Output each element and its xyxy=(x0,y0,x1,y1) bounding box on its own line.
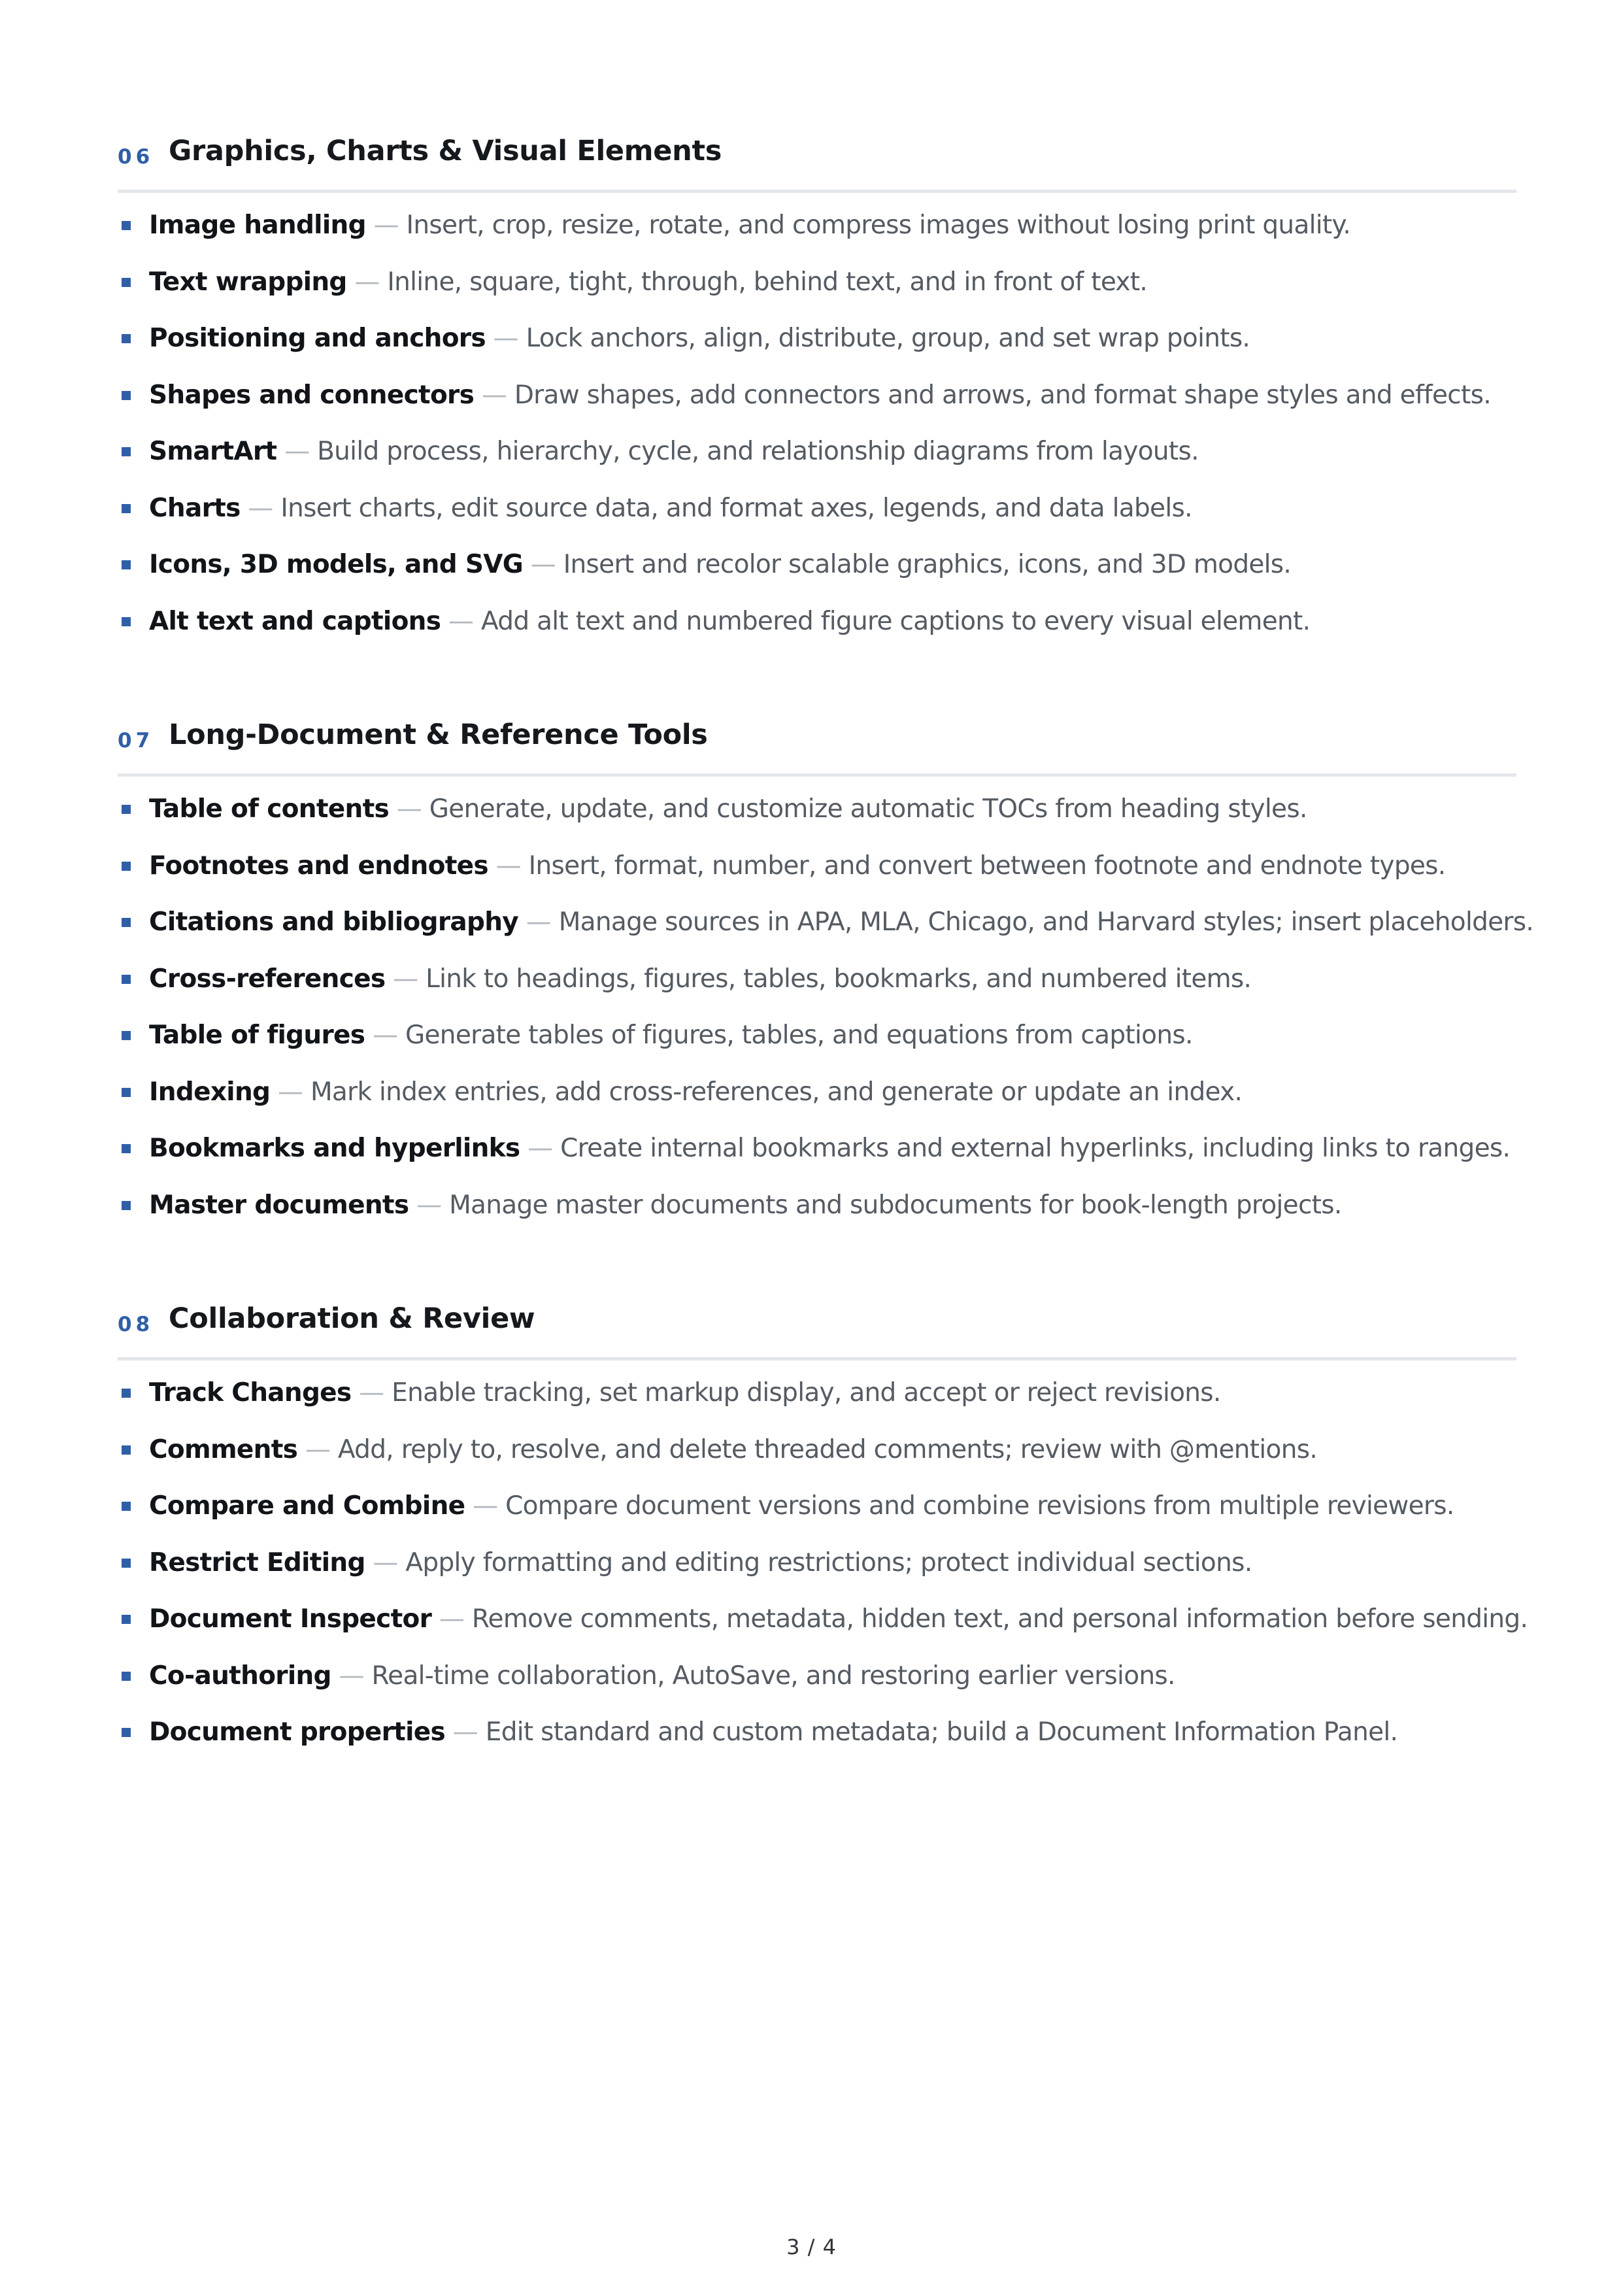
list-item xyxy=(118,1016,1516,1073)
item-description: Insert charts, edit source data, and format axes, legends, and data labels. xyxy=(280,493,1192,523)
list-item xyxy=(118,1374,1516,1430)
item-term: Image handling xyxy=(149,211,366,240)
bullet-square-icon xyxy=(122,1031,131,1040)
list-item xyxy=(118,790,1516,847)
item-description: Create internal bookmarks and external hyperlinks, including links to ranges. xyxy=(560,1134,1511,1163)
section-title: Graphics, Charts & Visual Elements xyxy=(169,135,722,167)
separator-dash: — xyxy=(495,851,521,881)
item-description: Add alt text and numbered figure captions to every visual element. xyxy=(480,606,1311,636)
section-header xyxy=(118,118,1516,193)
feature-list xyxy=(118,790,1534,1242)
item-term: Indexing xyxy=(149,1077,271,1107)
section-title: Long-Document & Reference Tools xyxy=(169,718,708,751)
separator-dash: — xyxy=(372,1021,398,1050)
list-item xyxy=(118,376,1516,433)
bullet-square-icon xyxy=(122,1615,131,1624)
list-item xyxy=(118,1657,1516,1714)
bullet-square-icon xyxy=(122,1088,131,1097)
item-term: Citations and bibliography xyxy=(149,907,518,937)
item-term: Positioning and anchors xyxy=(149,324,486,353)
item-description: Mark index entries, add cross-references, and generate or update an index. xyxy=(310,1077,1243,1107)
list-item xyxy=(118,1600,1528,1657)
list-item xyxy=(118,489,1516,546)
separator-dash: — xyxy=(439,1604,465,1634)
item-description: Insert, format, number, and convert between footnote and endnote types. xyxy=(528,851,1446,881)
item-term: Comments xyxy=(149,1434,298,1464)
separator-dash: — xyxy=(359,1378,384,1408)
item-description: Inline, square, tight, through, behind text, and in front of text. xyxy=(387,267,1148,297)
item-description: Add, reply to, resolve, and delete threaded comments; review with @mentions. xyxy=(337,1434,1318,1464)
section-number: 08 xyxy=(118,1313,154,1336)
section-07 xyxy=(118,701,1534,1220)
list-item xyxy=(118,960,1516,1017)
item-term: Icons, 3D models, and SVG xyxy=(149,550,524,579)
separator-dash: — xyxy=(373,211,399,240)
item-term: Alt text and captions xyxy=(149,606,441,636)
item-term: Co-authoring xyxy=(149,1661,331,1691)
bullet-square-icon xyxy=(122,1389,131,1398)
list-item xyxy=(118,319,1516,376)
item-term: Cross-references xyxy=(149,964,386,994)
item-term: Footnotes and endnotes xyxy=(149,851,488,881)
item-description: Build process, hierarchy, cycle, and relationship diagrams from layouts. xyxy=(317,437,1199,466)
separator-dash: — xyxy=(530,550,556,579)
separator-dash: — xyxy=(416,1190,442,1220)
separator-dash: — xyxy=(527,1134,553,1163)
list-item xyxy=(118,1186,1516,1243)
item-term: SmartArt xyxy=(149,437,277,466)
item-term: Compare and Combine xyxy=(149,1491,465,1521)
item-description: Manage sources in APA, MLA, Chicago, and Harvard styles; insert placeholders. xyxy=(558,907,1534,937)
bullet-square-icon xyxy=(122,560,131,569)
page-number: 3 / 4 xyxy=(786,2235,837,2259)
bullet-square-icon xyxy=(122,278,131,287)
section-06 xyxy=(118,118,1516,636)
item-description: Manage master documents and subdocuments for book-length projects. xyxy=(449,1190,1342,1220)
list-item xyxy=(118,1430,1516,1487)
separator-dash: — xyxy=(448,606,474,636)
bullet-square-icon xyxy=(122,918,131,927)
separator-dash: — xyxy=(354,267,380,297)
bullet-square-icon xyxy=(122,221,131,230)
list-item xyxy=(118,1073,1516,1130)
list-item xyxy=(118,1713,1516,1770)
item-term: Document properties xyxy=(149,1717,446,1747)
bullet-square-icon xyxy=(122,504,131,513)
item-description: Draw shapes, add connectors and arrows, and format shape styles and effects. xyxy=(514,380,1491,410)
separator-dash: — xyxy=(305,1434,331,1464)
bullet-square-icon xyxy=(122,447,131,456)
section-number: 07 xyxy=(118,729,154,752)
item-term: Master documents xyxy=(149,1190,409,1220)
bullet-square-icon xyxy=(122,1201,131,1210)
bullet-square-icon xyxy=(122,1728,131,1737)
separator-dash: — xyxy=(473,1491,498,1521)
item-description: Enable tracking, set markup display, and accept or reject revisions. xyxy=(392,1378,1221,1408)
item-term: Bookmarks and hyperlinks xyxy=(149,1134,520,1163)
separator-dash: — xyxy=(393,964,418,994)
item-description: Edit standard and custom metadata; build a Document Information Panel. xyxy=(485,1717,1398,1747)
separator-dash: — xyxy=(248,493,273,523)
feature-list xyxy=(118,1374,1528,1770)
bullet-square-icon xyxy=(122,1502,131,1511)
separator-dash: — xyxy=(396,794,422,824)
item-term: Document Inspector xyxy=(149,1604,432,1634)
item-term: Table of contents xyxy=(149,794,390,824)
item-term: Shapes and connectors xyxy=(149,380,475,410)
bullet-square-icon xyxy=(122,617,131,626)
separator-dash: — xyxy=(339,1661,364,1691)
list-item xyxy=(118,1544,1516,1600)
item-description: Apply formatting and editing restrictions; protect individual sections. xyxy=(405,1547,1252,1578)
item-term: Track Changes xyxy=(149,1378,352,1408)
bullet-square-icon xyxy=(122,1672,131,1681)
list-item xyxy=(118,545,1516,602)
bullet-square-icon xyxy=(122,975,131,984)
separator-dash: — xyxy=(493,324,518,353)
item-description: Link to headings, figures, tables, bookmarks, and numbered items. xyxy=(426,964,1252,994)
separator-dash: — xyxy=(526,907,552,937)
list-item xyxy=(118,206,1516,263)
section-08 xyxy=(118,1285,1528,1747)
item-term: Text wrapping xyxy=(149,267,347,297)
feature-list xyxy=(118,206,1516,658)
separator-dash: — xyxy=(452,1717,478,1747)
item-description: Remove comments, metadata, hidden text, and personal information before sending. xyxy=(471,1604,1528,1634)
separator-dash: — xyxy=(277,1077,303,1107)
item-description: Generate, update, and customize automatic TOCs from heading styles. xyxy=(429,794,1307,824)
list-item xyxy=(118,1487,1516,1544)
item-term: Charts xyxy=(149,493,241,523)
item-description: Insert, crop, resize, rotate, and compress images without losing print quality. xyxy=(406,211,1351,240)
bullet-square-icon xyxy=(122,1445,131,1455)
list-item xyxy=(118,602,1516,659)
list-item xyxy=(118,847,1516,903)
bullet-square-icon xyxy=(122,862,131,871)
separator-dash: — xyxy=(373,1547,398,1578)
item-term: Table of figures xyxy=(149,1021,365,1050)
bullet-square-icon xyxy=(122,1559,131,1568)
bullet-square-icon xyxy=(122,391,131,400)
item-description: Real-time collaboration, AutoSave, and restoring earlier versions. xyxy=(371,1661,1175,1691)
item-description: Insert and recolor scalable graphics, icons, and 3D models. xyxy=(563,550,1292,579)
section-title: Collaboration & Review xyxy=(169,1302,535,1335)
list-item xyxy=(118,1129,1516,1186)
item-term: Restrict Editing xyxy=(149,1547,365,1578)
separator-dash: — xyxy=(284,437,310,466)
section-header xyxy=(118,1285,1516,1360)
bullet-square-icon xyxy=(122,805,131,814)
item-description: Compare document versions and combine revisions from multiple reviewers. xyxy=(505,1491,1454,1521)
item-description: Lock anchors, align, distribute, group, and set wrap points. xyxy=(526,324,1250,353)
item-description: Generate tables of figures, tables, and equations from captions. xyxy=(405,1021,1193,1050)
list-item xyxy=(118,432,1516,489)
list-item xyxy=(118,903,1534,960)
separator-dash: — xyxy=(481,380,507,410)
section-header xyxy=(118,701,1516,777)
bullet-square-icon xyxy=(122,1144,131,1153)
list-item xyxy=(118,263,1516,320)
bullet-square-icon xyxy=(122,334,131,343)
section-number: 06 xyxy=(118,145,154,169)
